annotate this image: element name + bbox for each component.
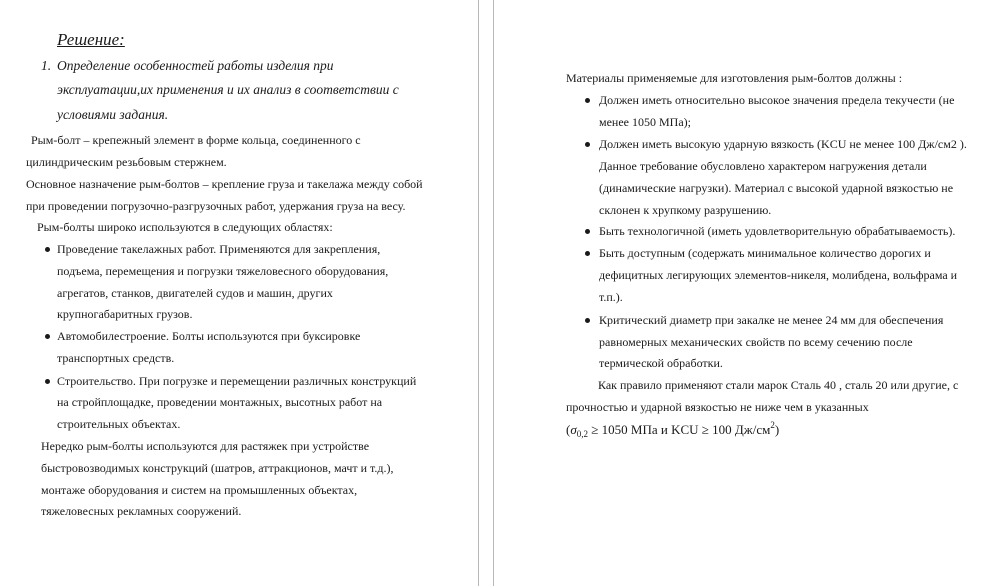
bullet-dot: [45, 334, 50, 339]
list-item-line: (динамические нагрузки). Материал с высокой ударной вязкостью не: [599, 181, 954, 195]
list-item-line: на стройплощадке, проведении монтажных, высотных работ на: [57, 395, 383, 409]
bullet-dot: [585, 98, 590, 103]
formula-relations: ≥ 1050 МПа и KCU ≥ 100: [588, 422, 735, 437]
list-item-line: агрегатов, станков, двигателей судов и машин, других: [57, 286, 333, 300]
bullet-dot: [585, 318, 590, 323]
bullet-dot: [585, 251, 590, 256]
bullet-dot: [585, 229, 590, 234]
formula-unit: Дж/см: [734, 422, 771, 437]
list-item-line: Быть доступным (содержать минимальное количество дорогих и: [599, 246, 931, 260]
section-title-line: эксплуатации,их применения и их анализ в соответствии с: [57, 82, 399, 97]
list-item-line: Должен иметь относительно высокое значения предела текучести (не: [599, 93, 955, 107]
formula: [566, 422, 779, 438]
document-page-right: [494, 0, 1000, 586]
paragraph-line: Нередко рым-болты используются для растяжек при устройстве: [41, 439, 370, 453]
list-item-line: дефицитных легирующих элементов-никеля, молибдена, вольфрама и: [599, 268, 958, 282]
paragraph-line: быстровозводимых конструкций (шатров, аттракционов, мачт и т.д.),: [41, 461, 394, 475]
list-item-line: менее 1050 МПа);: [599, 115, 691, 129]
bullet-dot: [45, 247, 50, 252]
formula-sigma: σ: [570, 422, 577, 437]
list-item-line: Критический диаметр при закалке не менее 24 мм для обеспечения: [599, 313, 944, 327]
paragraph-line: прочностью и ударной вязкостью не ниже чем в указанных: [566, 400, 869, 414]
formula-open-paren: (: [566, 422, 571, 437]
list-item-line: строительных объектах.: [57, 417, 181, 431]
bullet-dot: [45, 379, 50, 384]
list-item-line: склонен к хрупкому разрушению.: [599, 203, 772, 217]
list-item-line: транспортных средств.: [57, 351, 175, 365]
list-item-line: Быть технологичной (иметь удовлетворительную обрабатываемость).: [599, 224, 956, 238]
paragraph-line: Как правило применяют стали марок Сталь 40 , сталь 20 или другие, с: [598, 378, 959, 392]
list-item-line: Строительство. При погрузке и перемещении различных конструкций: [57, 374, 417, 388]
formula-sigma-subscript: 0,2: [576, 429, 589, 439]
paragraph-line: Материалы применяемые для изготовления рым-болтов должны :: [566, 71, 903, 85]
document-page-left: [0, 0, 478, 586]
paragraph-line: монтаже оборудования и систем на промышленных объектах,: [41, 483, 358, 497]
section-number: 1.: [41, 58, 52, 73]
paragraph-line: Рым-болт – крепежный элемент в форме кольца, соединенного с: [31, 133, 361, 147]
list-item-line: Данное требование обусловлено характером нагружения детали: [599, 159, 927, 173]
bullet-dot: [585, 142, 590, 147]
paragraph-line: тяжеловесных рекламных сооружений.: [41, 504, 242, 518]
list-item-line: Автомобилестроение. Болты используются при буксировке: [57, 329, 361, 343]
list-item-line: крупногабаритных грузов.: [57, 307, 193, 321]
section-title-line: условиями задания.: [57, 107, 169, 122]
list-item-line: подъема, перемещения и погрузки тяжеловесного оборудования,: [57, 264, 389, 278]
list-item-line: Должен иметь высокую ударную вязкость (KCU не менее 100 Дж/см2 ).: [599, 137, 967, 151]
paragraph-line: Основное назначение рым-болтов – крепление груза и такелажа между собой: [26, 177, 423, 191]
formula-unit-exponent: 2: [770, 420, 775, 430]
list-item-line: т.п.).: [599, 290, 623, 304]
list-item-line: термической обработки.: [599, 356, 723, 370]
section-title-line: Определение особенностей работы изделия при: [57, 58, 334, 73]
list-item-line: Проведение такелажных работ. Применяются для закрепления,: [57, 242, 381, 256]
page-gutter: [478, 0, 494, 586]
formula-close-paren: ): [774, 422, 780, 437]
solution-heading: Решение:: [57, 30, 125, 49]
paragraph-line: Рым-болты широко используются в следующих областях:: [37, 220, 333, 234]
list-item-line: равномерных механических свойств по всему сечению после: [599, 335, 913, 349]
paragraph-line: при проведении погрузочно-разгрузочных работ, удержания груза на весу.: [26, 199, 406, 213]
paragraph-line: цилиндрическим резьбовым стержнем.: [26, 155, 227, 169]
